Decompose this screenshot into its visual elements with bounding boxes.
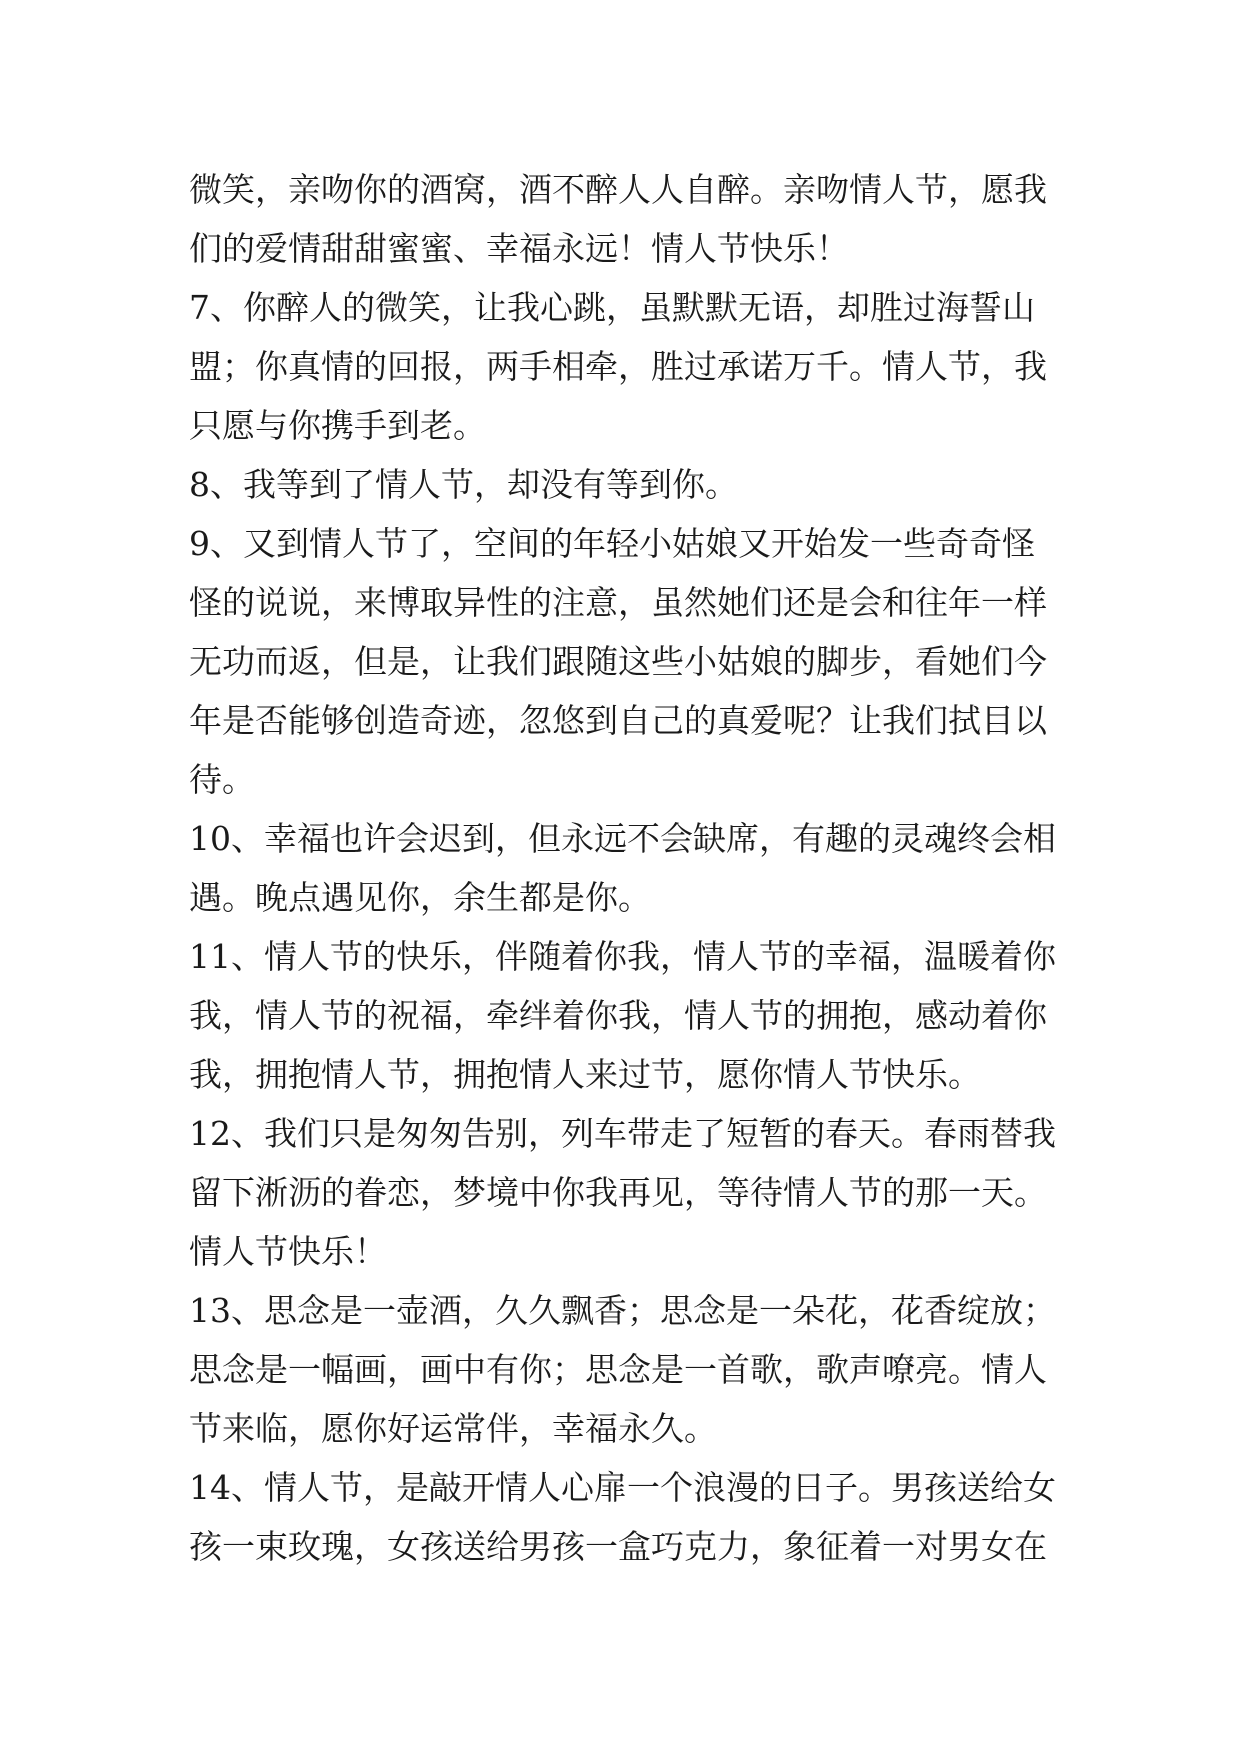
text-line: 8、我等到了情人节，却没有等到你。 [189, 465, 738, 504]
text-line: 情人节快乐！ [189, 1232, 387, 1271]
text-line: 10、幸福也许会迟到，但永远不会缺席，有趣的灵魂终会相 [189, 819, 1056, 858]
body-text [189, 160, 1059, 1576]
text-line: 思念是一幅画，画中有你；思念是一首歌，歌声嘹亮。情人 [189, 1350, 1047, 1389]
text-line: 我，情人节的祝福，牵绊着你我，情人节的拥抱，感动着你 [189, 996, 1047, 1035]
text-line: 14、情人节，是敲开情人心扉一个浪漫的日子。男孩送给女 [189, 1468, 1056, 1507]
text-line: 节来临，愿你好运常伴，幸福永久。 [189, 1409, 717, 1448]
text-line: 盟；你真情的回报，两手相牵，胜过承诺万千。情人节，我 [189, 347, 1047, 386]
text-line: 无功而返，但是，让我们跟随这些小姑娘的脚步，看她们今 [189, 642, 1047, 681]
text-line: 孩一束玫瑰，女孩送给男孩一盒巧克力，象征着一对男女在 [189, 1527, 1047, 1566]
text-line: 我，拥抱情人节，拥抱情人来过节，愿你情人节快乐。 [189, 1055, 981, 1094]
text-line: 待。 [189, 760, 255, 799]
text-line: 们的爱情甜甜蜜蜜、幸福永远！情人节快乐！ [189, 229, 849, 268]
text-line: 13、思念是一壶酒，久久飘香；思念是一朵花，花香绽放； [189, 1291, 1056, 1330]
text-line: 12、我们只是匆匆告别，列车带走了短暂的春天。春雨替我 [189, 1114, 1056, 1153]
text-line: 只愿与你携手到老。 [189, 406, 486, 445]
text-line: 7、你醉人的微笑，让我心跳，虽默默无语，却胜过海誓山 [189, 288, 1035, 327]
text-line: 微笑，亲吻你的酒窝，酒不醉人人自醉。亲吻情人节，愿我 [189, 170, 1047, 209]
text-line: 怪的说说，来博取异性的注意，虽然她们还是会和往年一样 [189, 583, 1047, 622]
text-line: 9、又到情人节了，空间的年轻小姑娘又开始发一些奇奇怪 [189, 524, 1035, 563]
text-line: 11、情人节的快乐，伴随着你我，情人节的幸福，温暖着你 [189, 937, 1056, 976]
text-line: 留下淅沥的眷恋，梦境中你我再见，等待情人节的那一天。 [189, 1173, 1047, 1212]
text-line: 年是否能够创造奇迹，忽悠到自己的真爱呢？让我们拭目以 [189, 701, 1047, 740]
text-line: 遇。晚点遇见你，余生都是你。 [189, 878, 651, 917]
